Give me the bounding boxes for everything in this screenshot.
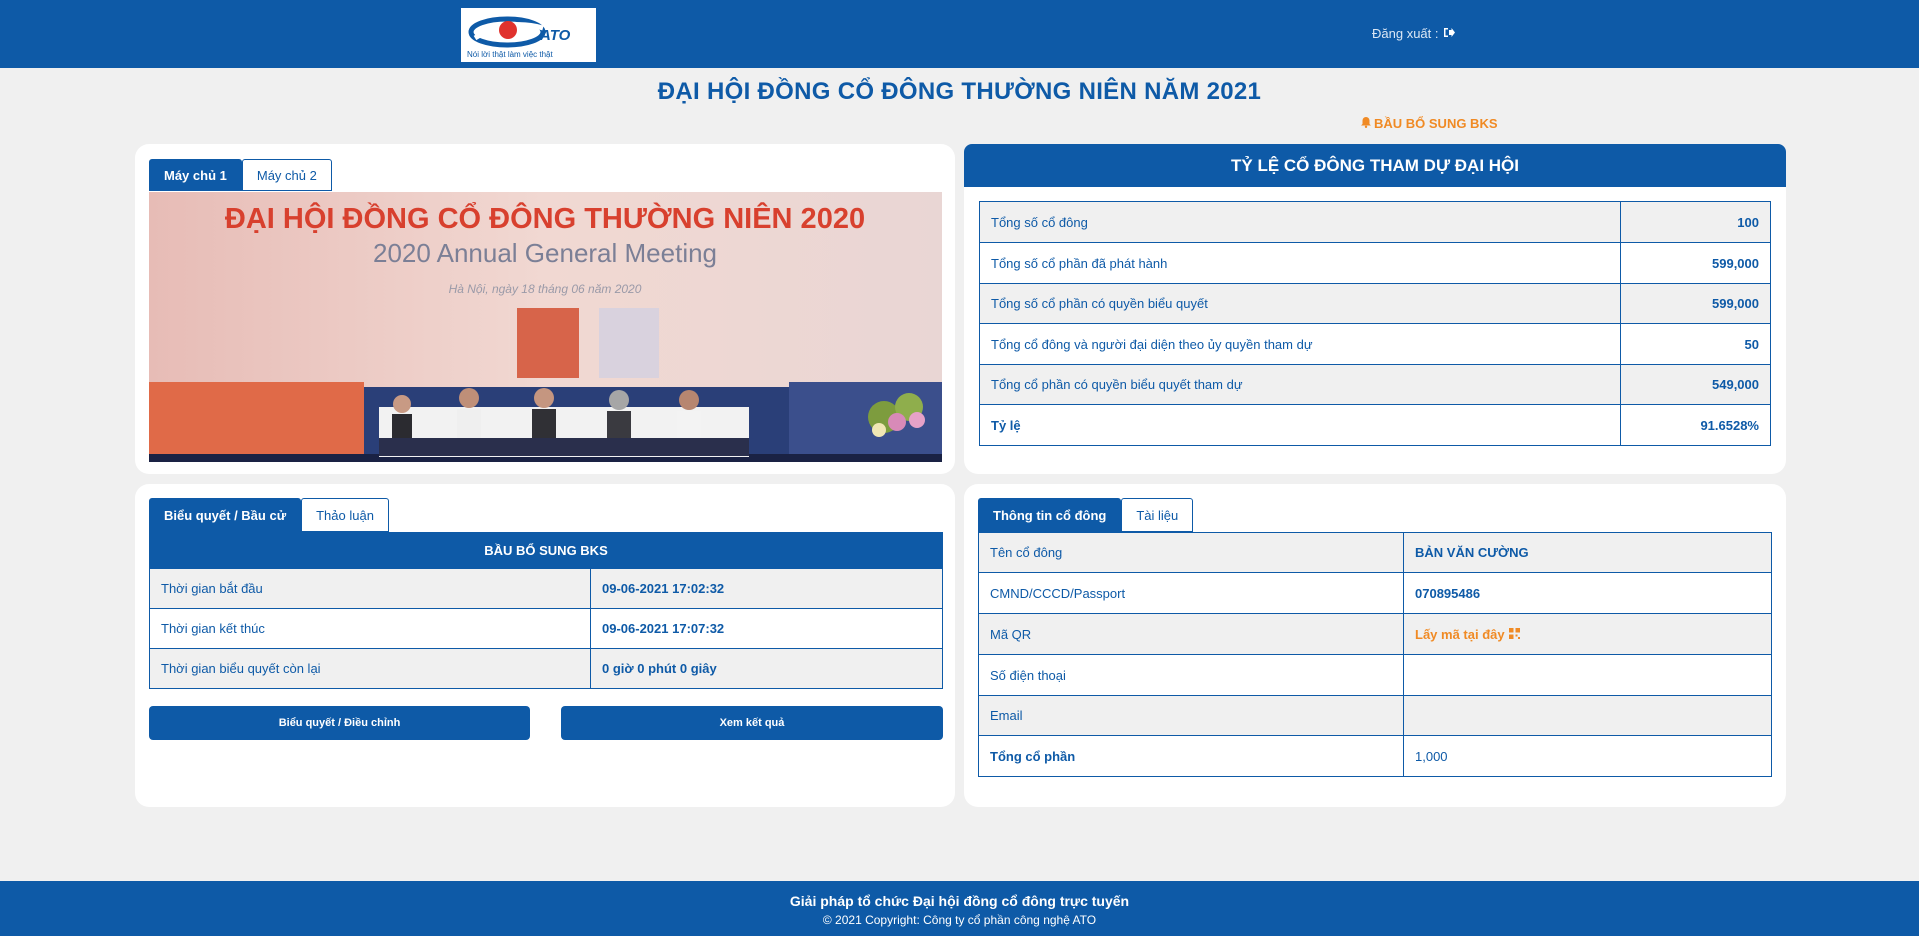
attendance-panel — [964, 144, 1786, 474]
tab-vote[interactable]: Biểu quyết / Bầu cử — [149, 498, 301, 532]
row-label: Email — [979, 696, 1404, 736]
table-row — [150, 609, 943, 649]
svg-text:Nói lời thật làm việc thật: Nói lời thật làm việc thật — [467, 50, 553, 59]
bell-icon — [1360, 116, 1372, 131]
vote-time-table — [149, 568, 943, 689]
row-value: 0 giờ 0 phút 0 giây — [591, 649, 943, 689]
page-title: ĐẠI HỘI ĐỒNG CỔ ĐÔNG THƯỜNG NIÊN NĂM 2021 — [657, 78, 1262, 105]
row-label: Số điện thoại — [979, 655, 1404, 696]
shareholder-table — [978, 532, 1772, 777]
row-value: 91.6528% — [1621, 405, 1771, 446]
tab-documents[interactable]: Tài liệu — [1121, 498, 1193, 532]
row-label: Thời gian biểu quyết còn lại — [150, 649, 591, 689]
row-label: Mã QR — [979, 614, 1404, 655]
svg-text:ATO: ATO — [540, 27, 571, 44]
banner-subtitle: 2020 Annual General Meeting — [372, 238, 718, 268]
tab-server-2[interactable]: Máy chủ 2 — [242, 159, 332, 191]
row-value: 100 — [1621, 202, 1771, 243]
table-row — [980, 202, 1771, 243]
vote-button[interactable]: Biểu quyết / Điều chỉnh — [149, 706, 530, 740]
row-label: Tổng số cổ phần có quyền biểu quyết — [980, 284, 1621, 324]
footer-tagline: Giải pháp tổ chức Đại hội đồng cổ đông trực tuyến — [789, 893, 1130, 909]
row-value: 50 — [1621, 324, 1771, 365]
logout-link[interactable] — [1372, 26, 1455, 41]
footer-copyright: © 2021 Copyright: Công ty cổ phần công nghệ ATO — [822, 913, 1097, 927]
logout-label: Đăng xuất : — [1372, 26, 1439, 41]
email-value — [1404, 696, 1772, 736]
ato-logo[interactable] — [461, 8, 596, 62]
total-shares-value: 1,000 — [1404, 736, 1772, 777]
row-label: CMND/CCCD/Passport — [979, 573, 1404, 614]
row-label: Thời gian bắt đầu — [150, 569, 591, 609]
livestream-video[interactable] — [149, 192, 942, 462]
row-label: Tỷ lệ — [980, 405, 1621, 446]
table-row — [979, 533, 1772, 573]
row-value: 599,000 — [1621, 243, 1771, 284]
banner-title: ĐẠI HỘI ĐỒNG CỔ ĐÔNG THƯỜNG NIÊN 2020 — [224, 203, 866, 235]
shareholder-id: 070895486 — [1404, 573, 1772, 614]
row-value: 09-06-2021 17:07:32 — [591, 609, 943, 649]
get-qr-link[interactable] — [1415, 627, 1520, 642]
footer — [0, 881, 1919, 936]
row-label: Tổng số cổ đông — [980, 202, 1621, 243]
qr-cell — [1404, 614, 1772, 655]
table-row — [980, 365, 1771, 405]
row-value: 599,000 — [1621, 284, 1771, 324]
table-row — [979, 655, 1772, 696]
table-row — [980, 284, 1771, 324]
table-row — [980, 405, 1771, 446]
view-results-button[interactable]: Xem kết quả — [561, 706, 943, 740]
row-label: Tổng số cổ phần đã phát hành — [980, 243, 1621, 284]
current-vote-alert-link[interactable] — [1360, 116, 1498, 131]
table-row — [979, 573, 1772, 614]
qrcode-icon — [1509, 627, 1520, 642]
shareholder-tabs — [978, 498, 1193, 532]
row-value: 09-06-2021 17:02:32 — [591, 569, 943, 609]
row-label: Tổng cổ đông và người đại diện theo ủy quyền tham dự — [980, 324, 1621, 365]
livestream-panel — [135, 144, 955, 474]
banner-date: Hà Nội, ngày 18 tháng 06 năm 2020 — [448, 282, 642, 296]
tab-shareholder-info[interactable]: Thông tin cổ đông — [978, 498, 1121, 532]
vote-heading: BẦU BỔ SUNG BKS — [149, 532, 943, 568]
phone-value — [1404, 655, 1772, 696]
table-row — [150, 569, 943, 609]
table-row — [980, 243, 1771, 284]
tab-server-1[interactable]: Máy chủ 1 — [149, 159, 242, 191]
qr-link-label: Lấy mã tại đây — [1415, 626, 1505, 642]
attendance-table — [979, 201, 1771, 446]
tab-discussion[interactable]: Thảo luận — [301, 498, 389, 532]
top-navbar — [0, 0, 1919, 68]
row-label: Tên cổ đông — [979, 533, 1404, 573]
table-row — [980, 324, 1771, 365]
table-row — [979, 614, 1772, 655]
row-label: Tổng cổ phần có quyền biểu quyết tham dự — [980, 365, 1621, 405]
sign-out-icon — [1443, 27, 1455, 41]
alert-label: BẦU BỔ SUNG BKS — [1374, 116, 1498, 131]
voting-tabs — [149, 498, 389, 532]
table-row — [979, 736, 1772, 777]
server-tabs — [149, 159, 332, 191]
row-label: Tổng cổ phần — [979, 736, 1404, 777]
table-row — [150, 649, 943, 689]
row-label: Thời gian kết thúc — [150, 609, 591, 649]
shareholder-panel — [964, 484, 1786, 807]
row-value: 549,000 — [1621, 365, 1771, 405]
table-row — [979, 696, 1772, 736]
shareholder-name: BẢN VĂN CƯỜNG — [1404, 533, 1772, 573]
attendance-title: TỶ LỆ CỔ ĐÔNG THAM DỰ ĐẠI HỘI — [964, 144, 1786, 187]
voting-panel — [135, 484, 955, 807]
